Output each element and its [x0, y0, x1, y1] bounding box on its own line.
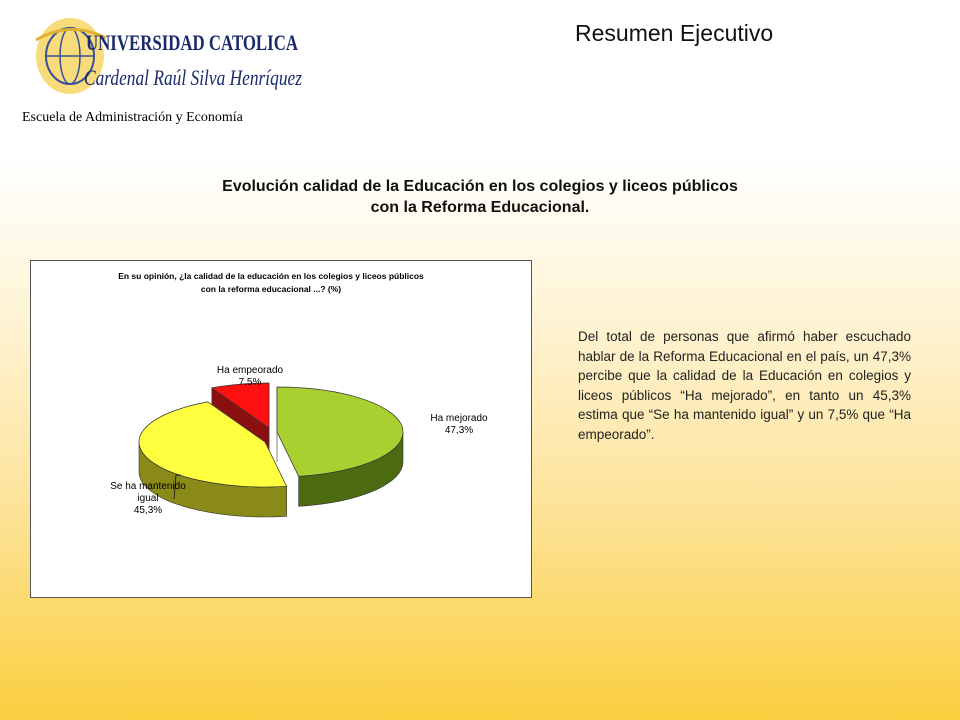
slide-title-line-1: Evolución calidad de la Educación en los colegios y liceos públicos — [222, 178, 738, 195]
label-se-ha-mantenido-igual-0: Se ha mantenido — [110, 481, 186, 492]
label-ha-empeorado-1: 7,5% — [238, 377, 262, 388]
label-ha-mejorado-0: Ha mejorado — [430, 413, 488, 424]
summary-text: Del total de personas que afirmó haber escuchado hablar de la Reforma Educacional en el país, un 47,3% percibe que la calidad de la Educación en colegios y liceos públicos “Ha mejorado”, en tanto un 45,3% estima que “Se ha mantenido igual” y un 7,5% que “Ha empeorado”. — [578, 329, 911, 442]
slide-title-line-2: con la Reforma Educacional. — [370, 199, 590, 216]
pie-slices — [139, 383, 403, 517]
pie-chart — [30, 260, 532, 598]
label-se-ha-mantenido-igual-2: 45,3% — [133, 505, 163, 516]
header-title: Resumen Ejecutivo — [575, 20, 774, 46]
chart-title-line-2: con la reforma educacional ...? (%) — [200, 284, 342, 294]
label-ha-mejorado-1: 47,3% — [444, 425, 474, 436]
pie-chart-canvas — [31, 261, 531, 597]
logo-line-2: Cardenal Raúl Silva Henríquez — [84, 65, 303, 90]
label-ha-empeorado-0: Ha empeorado — [216, 365, 284, 376]
label-se-ha-mantenido-igual-1: igual — [137, 493, 159, 504]
university-logo — [26, 10, 316, 102]
slide-title — [130, 176, 830, 218]
school-name: Escuela de Administración y Economía — [22, 110, 243, 125]
logo-line-1: UNIVERSIDAD CATOLICA — [86, 30, 299, 55]
chart-title-line-1: En su opinión, ¿la calidad de la educación en los colegios y liceos públicos — [118, 271, 424, 281]
